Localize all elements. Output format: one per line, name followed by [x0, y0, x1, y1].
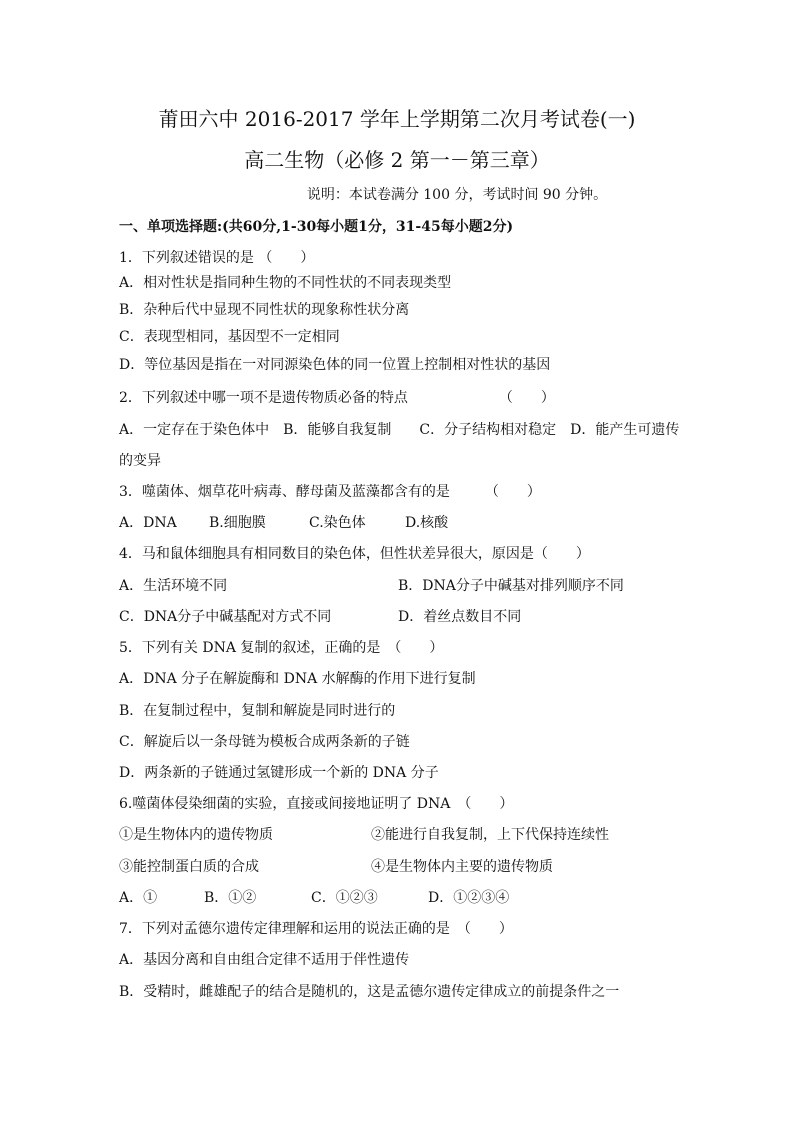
question-6-stem: 6.噬菌体侵染细菌的实验，直接或间接地证明了 DNA （ ）: [119, 796, 514, 812]
question-3-stem: 3．噬菌体、烟草花叶病毒、酵母菌及蓝藻都含有的是 （ ）: [119, 484, 541, 500]
question-2-stem: 2．下列叙述中哪一项不是遗传物质必备的特点 （ ）: [119, 390, 555, 406]
question-7-option-a: A．基因分离和自由组合定律不适用于伴性遗传: [119, 952, 410, 968]
question-4-stem: 4．马和鼠体细胞具有相同数目的染色体，但性状差异很大，原因是（ ）: [119, 546, 590, 562]
exam-subtitle: 高二生物（必修 2 第一－第三章）: [244, 148, 550, 172]
question-6-statement-2: ②能进行自我复制，上下代保持连续性: [371, 827, 609, 843]
question-6-statement-4: ④是生物体内主要的遗传物质: [371, 859, 553, 875]
question-6-option-c: C．①②③: [311, 890, 378, 906]
question-5-option-d: D．两条新的子链通过氢键形成一个新的 DNA 分子: [119, 765, 439, 781]
question-5-stem: 5．下列有关 DNA 复制的叙述，正确的是 （ ）: [119, 640, 444, 656]
question-3-option-b: B.细胞膜: [209, 515, 266, 531]
question-1-option-b: B．杂种后代中显现不同性状的现象称性状分离: [119, 302, 410, 318]
question-1-option-c: C．表现型相同，基因型不一定相同: [119, 329, 340, 345]
question-4-option-a: A．生活环境不同: [119, 578, 228, 594]
question-7-stem: 7．下列对孟德尔遗传定律理解和运用的说法正确的是 （ ）: [119, 921, 513, 937]
question-6-statement-1: ①是生物体内的遗传物质: [119, 827, 273, 843]
section-heading: 一、单项选择题:(共60分,1-30每小题1分，31-45每小题2分): [119, 219, 514, 235]
question-1-option-a: A．相对性状是指同种生物的不同性状的不同表现类型: [119, 275, 452, 291]
question-6-option-b: B．①②: [204, 890, 257, 906]
question-4-option-c: C．DNA分子中碱基配对方式不同: [119, 609, 332, 625]
question-1-option-d: D．等位基因是指在一对同源染色体的同一位置上控制相对性状的基因: [119, 357, 551, 373]
exam-note: 说明：本试卷满分 100 分，考试时间 90 分钟。: [306, 187, 608, 203]
question-2-options-line1: A．一定存在于染色体中 B．能够自我复制 C．分子结构相对稳定 D．能产生可遗传: [119, 422, 680, 438]
question-2-options-line2: 的变异: [119, 453, 161, 469]
question-6-statement-3: ③能控制蛋白质的合成: [119, 859, 259, 875]
question-3-option-c: C.染色体: [309, 515, 366, 531]
question-1-stem: 1．下列叙述错误的是 （ ）: [119, 250, 315, 266]
question-3-option-a: A．DNA: [119, 515, 177, 531]
question-7-option-b: B．受精时，雌雄配子的结合是随机的，这是孟德尔遗传定律成立的前提条件之一: [119, 984, 620, 1000]
question-5-option-b: B．在复制过程中，复制和解旋是同时进行的: [119, 703, 396, 719]
exam-title: 莆田六中 2016-2017 学年上学期第二次月考试卷(一): [158, 107, 636, 131]
question-5-option-a: A．DNA 分子在解旋酶和 DNA 水解酶的作用下进行复制: [119, 671, 476, 687]
question-5-option-c: C．解旋后以一条母链为模板合成两条新的子链: [119, 734, 410, 750]
question-4-option-b: B．DNA分子中碱基对排列顺序不同: [398, 578, 624, 594]
question-6-option-d: D．①②③④: [428, 890, 510, 906]
question-3-option-d: D.核酸: [405, 515, 449, 531]
question-6-option-a: A．①: [119, 890, 158, 906]
question-4-option-d: D．着丝点数目不同: [398, 609, 522, 625]
